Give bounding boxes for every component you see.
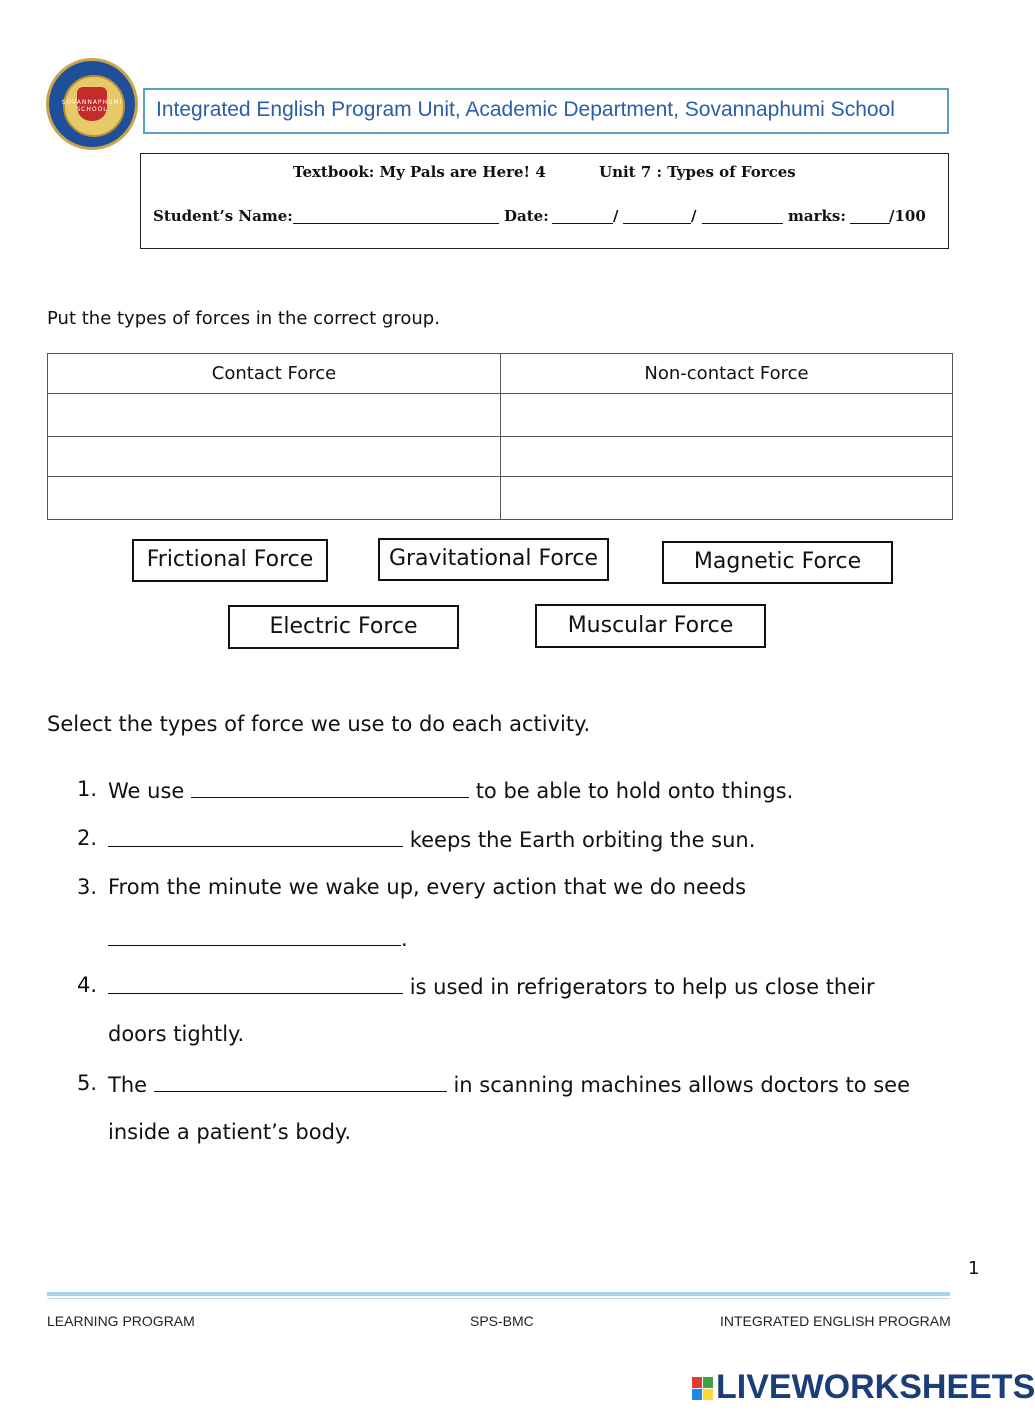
- question-number: 2.: [77, 826, 98, 850]
- date-label: Date:: [504, 207, 549, 225]
- question-text: is used in refrigerators to help us close their: [409, 975, 875, 999]
- question-4-line2: doors tightly.: [108, 1022, 245, 1046]
- question-text: in scanning machines allows doctors to see: [453, 1073, 911, 1097]
- logo-ring-text: SOVANNAPHUMI SCHOOL: [61, 99, 123, 113]
- question-text: keeps the Earth orbiting the sun.: [409, 828, 756, 852]
- question-number: 4.: [77, 973, 98, 997]
- header-title: Integrated English Program Unit, Academic Department, Sovannaphumi School: [156, 98, 895, 121]
- date-month-field[interactable]: [623, 207, 691, 224]
- question-3-line2: [108, 925, 408, 951]
- answer-blank-3[interactable]: [108, 925, 401, 946]
- date-year-field[interactable]: [702, 207, 783, 224]
- footer-divider: [47, 1292, 950, 1296]
- question-3: [108, 875, 746, 899]
- drop-cell-contact-3[interactable]: [48, 477, 501, 520]
- drop-cell-contact-1[interactable]: [48, 394, 501, 437]
- question-2: [108, 826, 755, 852]
- footer-left: LEARNING PROGRAM: [47, 1313, 195, 1329]
- date-slash: /: [613, 207, 619, 225]
- footer-center: SPS-BMC: [470, 1313, 534, 1329]
- drop-cell-noncontact-2[interactable]: [501, 437, 953, 477]
- marks-total: /100: [889, 207, 926, 225]
- answer-blank-1[interactable]: [191, 777, 469, 798]
- answer-blank-5[interactable]: [154, 1071, 447, 1092]
- question-text: From the minute we wake up, every action that we do needs: [108, 875, 747, 899]
- question-number: 3.: [77, 875, 98, 899]
- textbook-label: Textbook: My Pals are Here! 4: [293, 163, 546, 181]
- question-4: [108, 973, 875, 999]
- student-name-label: Student’s Name:: [153, 207, 293, 225]
- drop-cell-noncontact-1[interactable]: [501, 394, 953, 437]
- question-5-line2: inside a patient’s body.: [108, 1120, 352, 1144]
- word-card-magnetic[interactable]: Magnetic Force: [662, 541, 893, 584]
- question-number: 5.: [77, 1071, 98, 1095]
- word-card-muscular[interactable]: Muscular Force: [535, 604, 766, 648]
- question-number: 1.: [77, 777, 98, 801]
- question-1: [108, 777, 793, 803]
- word-card-gravitational[interactable]: Gravitational Force: [378, 538, 609, 581]
- drop-cell-noncontact-3[interactable]: [501, 477, 953, 520]
- marks-field[interactable]: [850, 207, 890, 224]
- date-day-field[interactable]: [552, 207, 613, 224]
- column-header-noncontact: Non-contact Force: [501, 354, 953, 394]
- part1-instruction: Put the types of forces in the correct group.: [47, 308, 440, 329]
- unit-label: Unit 7 : Types of Forces: [599, 163, 796, 181]
- liveworksheets-brand[interactable]: LIVEWORKSHEETS: [716, 1368, 1035, 1406]
- liveworksheets-logo-icon: [692, 1377, 714, 1401]
- footer-divider: [47, 1298, 950, 1299]
- page-number: 1: [968, 1258, 980, 1279]
- question-text: We use: [108, 779, 185, 803]
- part2-instruction: Select the types of force we use to do each activity.: [47, 712, 591, 736]
- question-text: The: [108, 1073, 148, 1097]
- sort-table: [47, 353, 953, 520]
- column-header-contact: Contact Force: [48, 354, 501, 394]
- word-card-frictional[interactable]: Frictional Force: [132, 539, 328, 582]
- date-slash: /: [691, 207, 697, 225]
- footer-right: INTEGRATED ENGLISH PROGRAM: [720, 1313, 951, 1329]
- drop-cell-contact-2[interactable]: [48, 437, 501, 477]
- student-name-field[interactable]: [293, 207, 499, 224]
- answer-blank-4[interactable]: [108, 973, 403, 994]
- question-text: to be able to hold onto things.: [475, 779, 794, 803]
- marks-label: marks:: [788, 207, 846, 225]
- word-card-electric[interactable]: Electric Force: [228, 605, 459, 649]
- question-text: .: [401, 927, 408, 951]
- answer-blank-2[interactable]: [108, 826, 403, 847]
- school-logo: [46, 58, 138, 150]
- question-5: [108, 1071, 910, 1097]
